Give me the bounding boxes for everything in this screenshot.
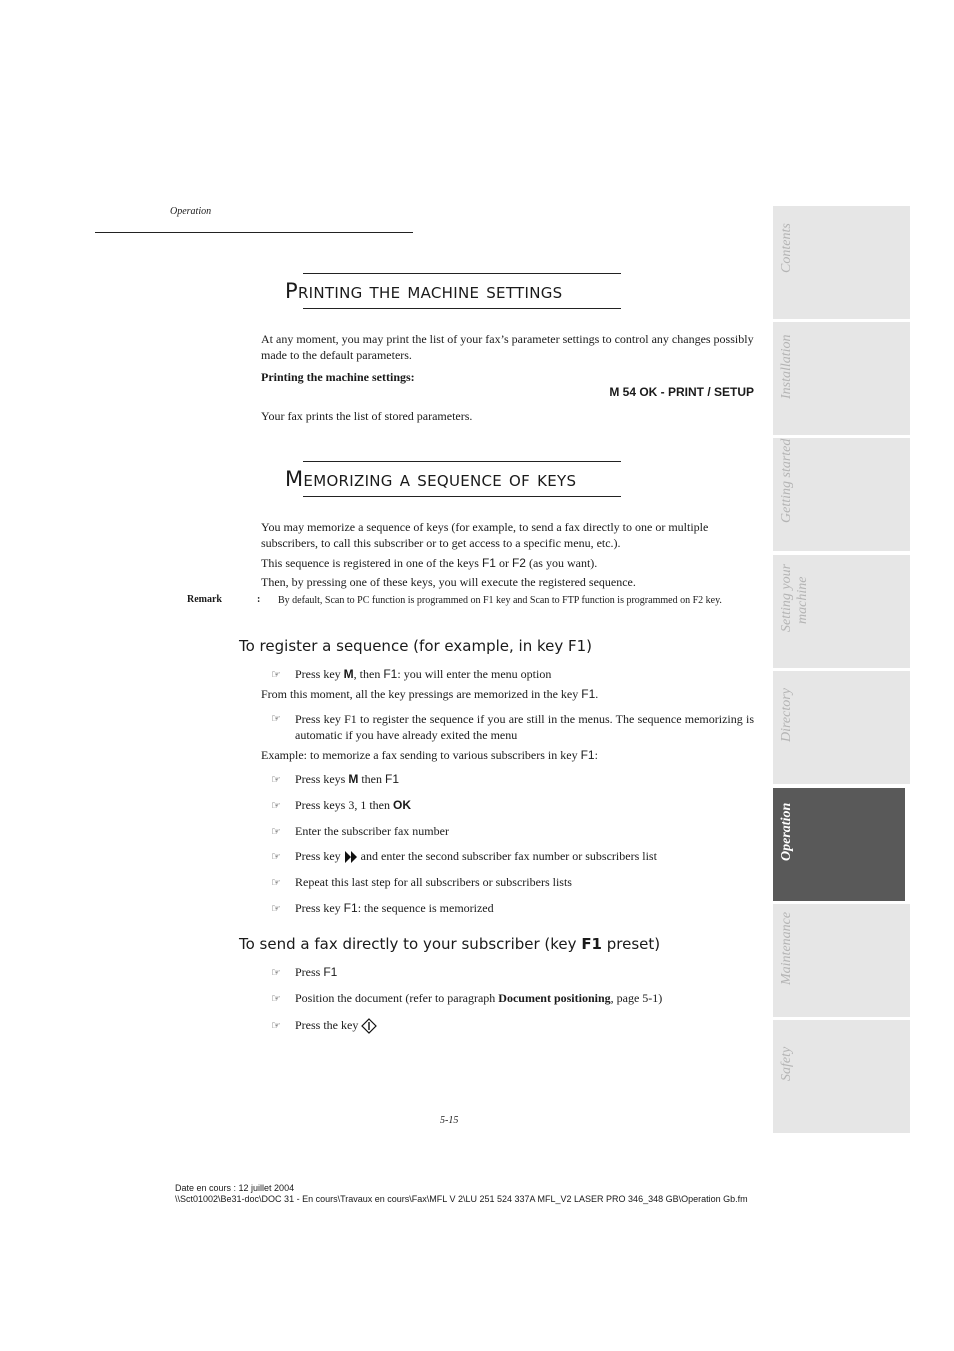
pointing-hand-icon: ☞	[271, 992, 281, 1005]
section-title-box	[285, 273, 621, 309]
list-item: ☞ Press the key	[271, 1017, 377, 1034]
section-title: Printing the machine settings	[285, 279, 563, 303]
remark-colon: :	[257, 594, 261, 605]
pointing-hand-icon: ☞	[271, 876, 281, 889]
start-key-icon	[361, 1018, 377, 1032]
paragraph: You may memorize a sequence of keys (for example, to send a fax directly to one or multiple subscribers, to call this subscriber or to get access to a specific menu, etc.).	[261, 520, 709, 550]
paragraph: From this moment, all the key pressings are memorized in the key F1.	[261, 687, 599, 701]
tab-directory[interactable]: Directory	[773, 671, 910, 784]
paragraph: Your fax prints the list of stored parameters.	[261, 409, 473, 423]
subsection-heading: To register a sequence (for example, in key F1)	[239, 637, 593, 655]
pointing-hand-icon: ☞	[271, 773, 281, 786]
tab-getting-started[interactable]: Getting started	[773, 438, 910, 551]
list-item: ☞ Repeat this last step for all subscribers or subscribers lists	[271, 875, 572, 889]
footer-date: Date en cours : 12 juillet 2004	[175, 1183, 295, 1193]
fast-forward-icon	[344, 849, 358, 863]
paragraph: At any moment, you may print the list of your fax’s parameter settings to control any changes possibly made to the default parameters.	[261, 332, 754, 362]
list-item: ☞ Press key F1 to register the sequence if you are still in the menus. The sequence memorizing is automatic if you have already exited the menu	[271, 712, 754, 742]
pointing-hand-icon: ☞	[271, 902, 281, 915]
subsection-heading: To send a fax directly to your subscriber (key F1 preset)	[239, 935, 661, 953]
command-sequence: M 54 OK - PRINT / SETUP	[609, 385, 754, 399]
tab-maintenance[interactable]: Maintenance	[773, 904, 910, 1017]
footer-path: \\Sct01002\Be31-doc\DOC 31 - En cours\Travaux en cours\Fax\MFL V 2\LU 251 524 337A MFL_V2 LASER PRO 346_348 GB\Operation Gb.fm	[175, 1194, 748, 1204]
tab-safety[interactable]: Safety	[773, 1020, 910, 1133]
list-item: ☞ Press key M, then F1: you will enter the menu option	[271, 667, 552, 681]
tab-installation[interactable]: Installation	[773, 322, 910, 435]
tab-operation[interactable]: Operation	[773, 788, 905, 901]
pointing-hand-icon: ☞	[271, 825, 281, 838]
pointing-hand-icon: ☞	[271, 1019, 281, 1032]
page-number: 5-15	[440, 1115, 459, 1126]
remark-text: By default, Scan to PC function is programmed on F1 key and Scan to FTP function is programmed on F2 key.	[278, 595, 722, 606]
list-item: ☞ Position the document (refer to paragraph Document positioning, page 5-1)	[271, 991, 663, 1005]
pointing-hand-icon: ☞	[271, 712, 281, 725]
pointing-hand-icon: ☞	[271, 799, 281, 812]
running-head: Operation	[170, 206, 212, 217]
list-item: ☞ Press keys M then F1	[271, 772, 400, 786]
list-item: ☞ Press key F1: the sequence is memorized	[271, 901, 494, 915]
section-title-box	[285, 461, 621, 497]
paragraph: Then, by pressing one of these keys, you will execute the registered sequence.	[261, 575, 636, 589]
paragraph: This sequence is registered in one of the keys F1 or F2 (as you want).	[261, 556, 598, 570]
list-item: ☞ Press F1	[271, 965, 338, 979]
pointing-hand-icon: ☞	[271, 966, 281, 979]
label: Printing the machine settings:	[261, 370, 415, 384]
pointing-hand-icon: ☞	[271, 850, 281, 863]
tab-setting-your-machine[interactable]: Setting your machine	[773, 555, 910, 668]
section-title: Memorizing a sequence of keys	[285, 467, 577, 491]
list-item: ☞ Enter the subscriber fax number	[271, 824, 449, 838]
remark-label: Remark	[187, 594, 222, 605]
paragraph: Example: to memorize a fax sending to various subscribers in key F1:	[261, 748, 598, 762]
list-item: ☞ Press key and enter the second subscriber fax number or subscribers list	[271, 849, 657, 863]
tab-contents[interactable]: Contents	[773, 206, 910, 319]
pointing-hand-icon: ☞	[271, 668, 281, 681]
list-item: ☞ Press keys 3, 1 then OK	[271, 798, 411, 812]
header-rule	[95, 232, 413, 233]
